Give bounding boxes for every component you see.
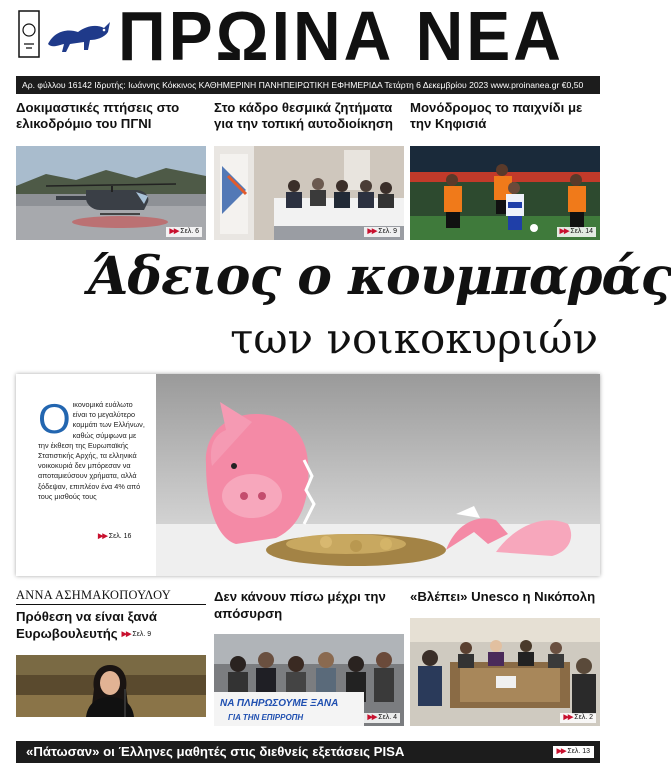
dropcap: Ο [38,395,71,442]
story-title[interactable]: Δεν κάνουν πίσω μέχρι την απόσυρση [214,589,386,621]
newspaper-logo-badge [18,10,40,58]
story-photo [16,146,206,240]
football-match-photo [410,146,600,240]
politician-photo [16,655,206,717]
story-photo [214,146,404,240]
broken-piggy-bank-photo [156,374,600,576]
main-headline-subline[interactable]: των νοικοκυριών [230,314,598,363]
helicopter-photo [16,146,206,240]
story-photo [16,655,206,717]
bottom-story-nikopoli[interactable] [410,588,600,726]
story-photo [214,634,404,726]
meeting-photo [410,618,600,726]
page-reference[interactable]: ▶▶ Σελ. 6 [166,227,202,237]
page-reference[interactable]: ▶▶ Σελ. 13 [553,746,594,758]
story-kicker: ΑΝΝΑ ΑΣΗΜΑΚΟΠΟΥΛΟΥ [16,588,206,605]
feature-body: Οικονομικά ευάλωτο είναι το μεγαλύτερο κομμάτι των Ελλήνων, καθώς σύμφωνα με την έκθεση της Ευρωπαϊκής Στατιστικής Αρχής, τα ελληνικά νοικοκυριά δεν μπόρεσαν να αποταμιεύσουν χρήματα, αλλά ξόδεψαν, επιπλέον ένα 4% από τους μισθούς τους [38,395,145,501]
story-photo [410,618,600,726]
story-title[interactable]: Μονόδρομος το παιχνίδι με την Κηφισιά [410,100,583,131]
conference-photo [214,146,404,240]
feature-story[interactable] [16,374,600,576]
page-reference[interactable]: ▶▶ Σελ. 14 [557,227,596,237]
story-title[interactable]: Στο κάδρο θεσμικά ζητήματα για την τοπική αυτοδιοίκηση [214,100,393,131]
bottom-headline[interactable]: «Πάτωσαν» οι Έλληνες μαθητές στις διεθνείς εξετάσεις PISA [26,744,405,759]
page-reference[interactable]: ▶▶ Σελ. 2 [560,713,596,723]
page-reference[interactable]: ▶▶ Σελ. 9 [121,631,152,639]
top-story-football[interactable] [410,100,600,240]
top-story-local-government[interactable] [214,100,404,240]
issue-info-bar: Αρ. φύλλου 16142 Ιδρυτής: Ιωάννης Κόκκινος ΚΑΘΗΜΕΡΙΝΗ ΠΑΝΗΠΕΙΡΩΤΙΚΗ ΕΦΗΜΕΡΙΔΑ Τετάρτη 6 Δεκεμβρίου 2023 www.proinanea.gr €0,50 [16,76,600,94]
story-photo [410,146,600,240]
protest-banner-line-2: ΓΙΑ ΤΗΝ ΕΠΙΡΡΟΠΗ [228,713,304,722]
bottom-story-protest[interactable] [214,588,404,726]
newspaper-title: ΠΡΩΙΝΑ ΝΕΑ [118,0,564,75]
bottom-story-asimakopoulou[interactable] [16,588,206,717]
top-story-helipad[interactable] [16,100,206,240]
story-title[interactable]: Δοκιμαστικές πτήσεις στο ελικοδρόμιο του ΠΓΝΙ [16,100,180,131]
masthead [8,0,602,75]
page-reference[interactable]: ▶▶ Σελ. 9 [364,227,400,237]
story-title[interactable]: «Βλέπει» Unesco η Νικόπολη [410,589,596,604]
main-headline[interactable]: Άδειος ο κουμπαράς [88,246,671,307]
page-reference[interactable]: ▶▶ Σελ. 4 [364,713,400,723]
page-reference[interactable]: ▶▶ Σελ. 16 [98,533,132,540]
bull-logo-icon [44,16,114,56]
story-title[interactable]: Πρόθεση να είναι ξανά Ευρωβουλευτής ▶▶ Σελ. 9 [16,609,157,641]
protest-banner-line-1: ΝΑ ΠΛΗΡΩΣΟΥΜΕ ΞΑΝΑ [220,698,339,709]
bottom-headline-bar[interactable] [16,741,600,763]
